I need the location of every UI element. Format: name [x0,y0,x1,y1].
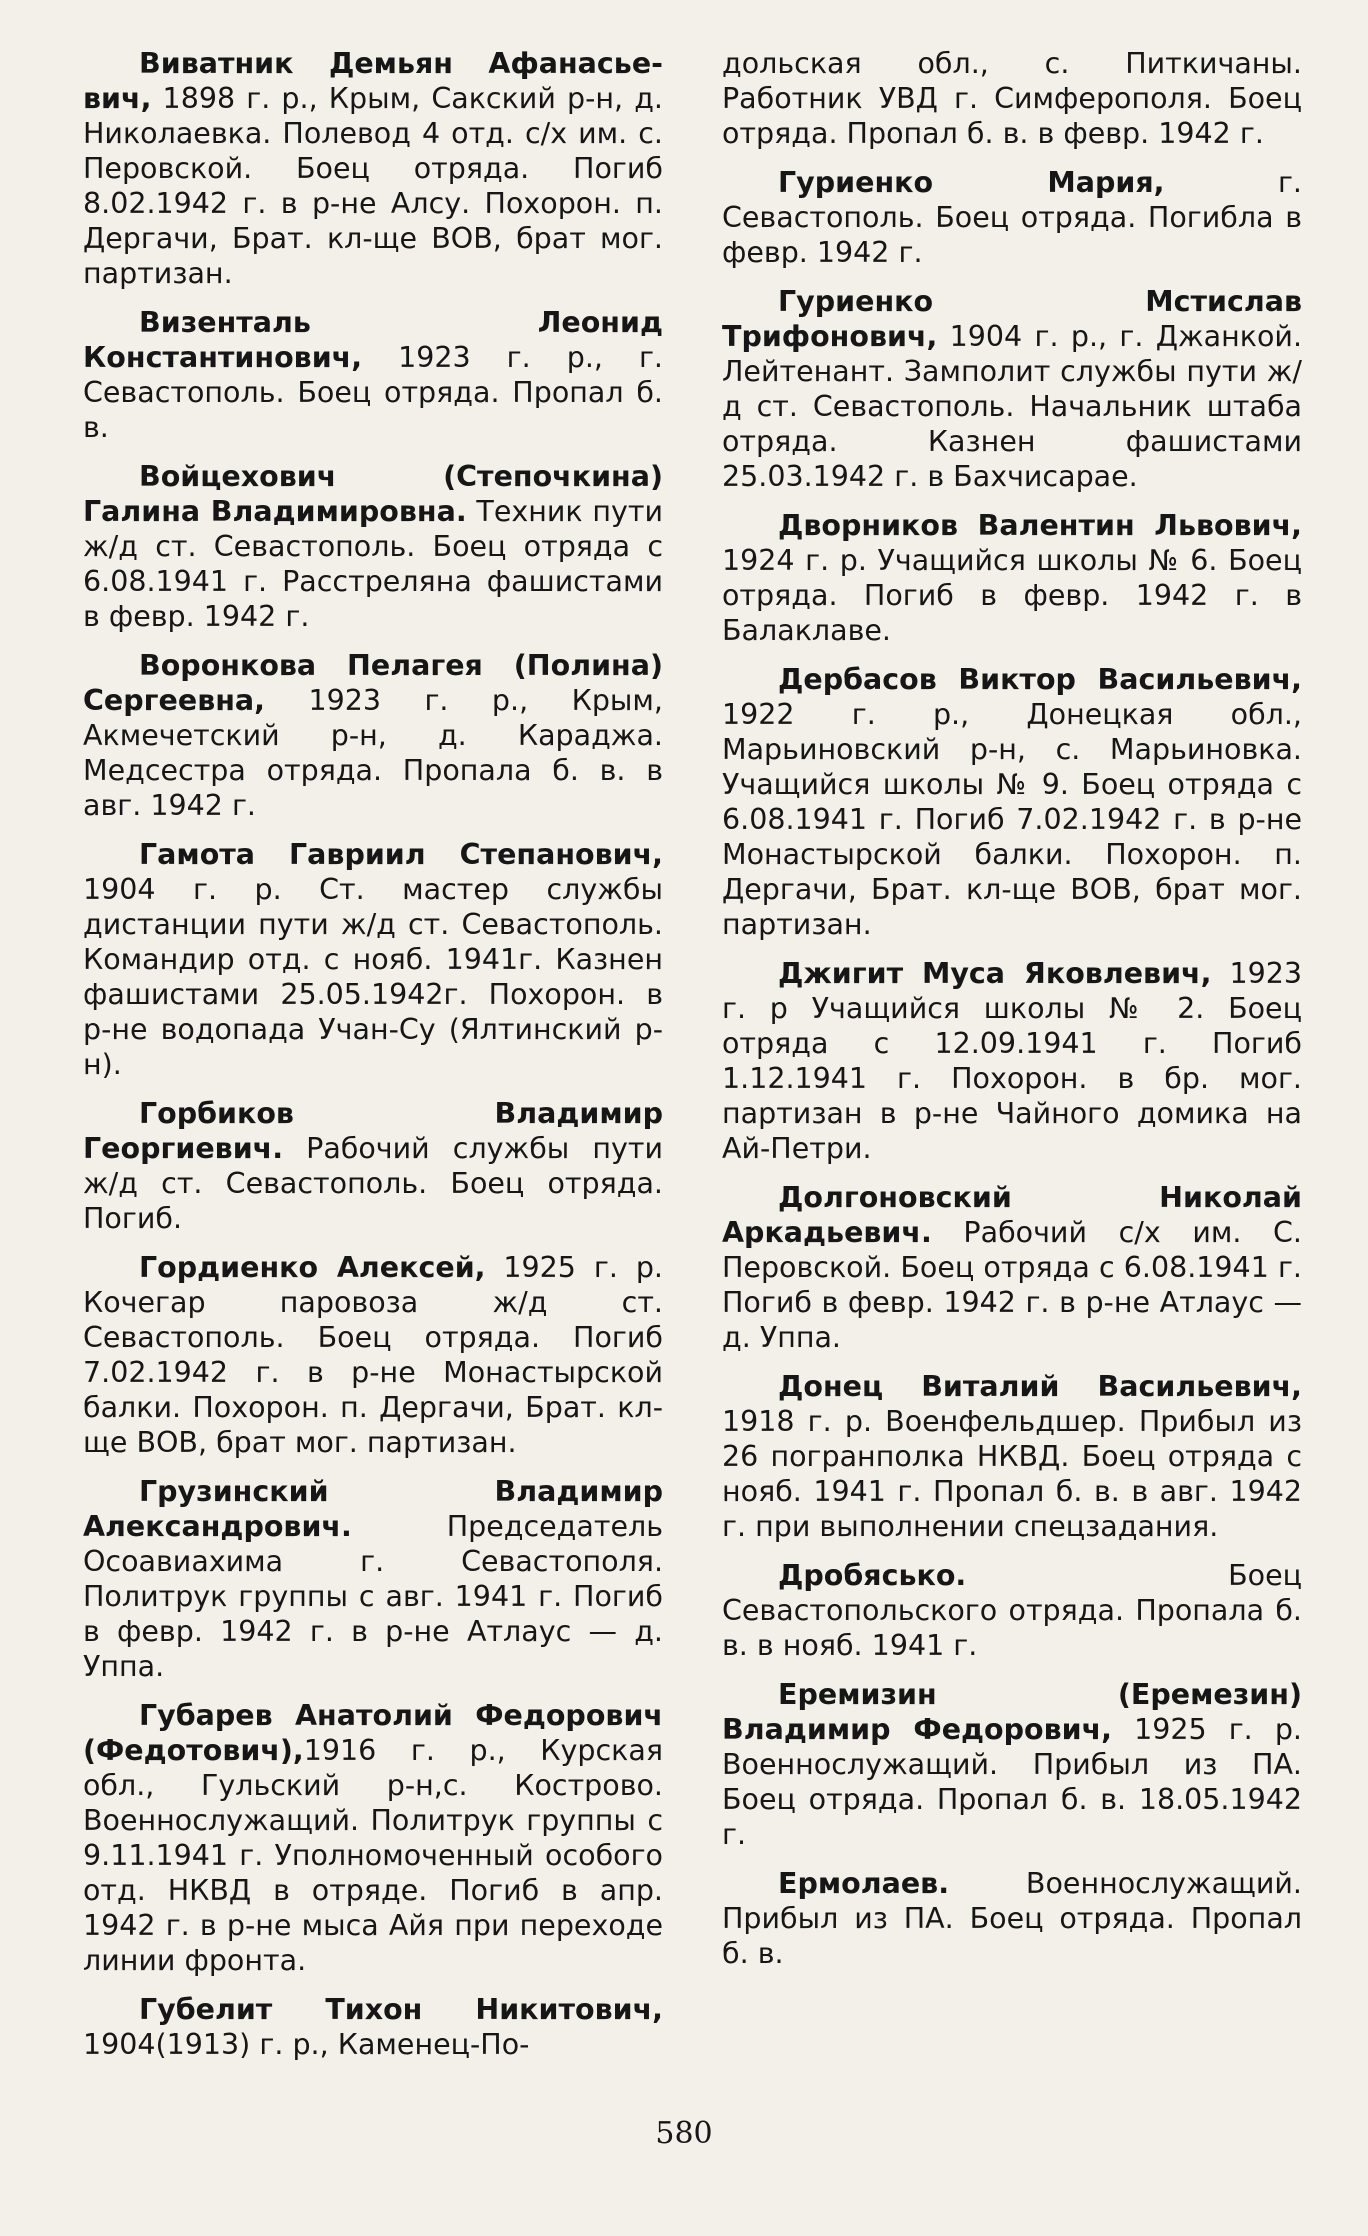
left-column [83,46,663,2076]
biography-entry [722,956,1302,1166]
entry-name: Дербасов Виктор Васильевич, [778,663,1302,696]
entry-name: Гордиенко Алексей, [139,1251,486,1284]
entry-name: Визенталь Леонид Константинович, [83,306,663,374]
entry-name: Джигит Муса Яковлевич, [778,957,1212,990]
entry-text: 1923 г. р., г. Севастополь. Боец отряда. Пропал б. в. [83,341,663,444]
entry-name: Гамота Гавриил Степанович, [139,838,663,871]
entry-text: Техник пути ж/д ст. Севастополь. Боец отряда с 6.08.1941 г. Расстреляна фашистами в февр. 1942 г. [83,495,663,633]
entry-name: Долгоновский Николай Аркадьевич. [722,1181,1302,1249]
entry-text: 1924 г. р. Учащийся школы № 6. Боец отряда. Погиб в февр. 1942 г. в Балаклаве. [722,544,1302,647]
entry-name: Грузинский Владимир Александрович. [83,1475,663,1543]
biography-entry [83,46,663,291]
biography-entry [83,837,663,1082]
entry-text: 1922 г. р., Донецкая обл., Марьиновский р-н, с. Марьиновка. Учащийся школы № 9. Боец отряда с 6.08.1941 г. Погиб 7.02.1942 г. в р-не Монастырской балки. Похорон. п. Дергачи, Брат. кл-ще ВОВ, брат мог. партизан. [722,698,1302,941]
biography-entry [83,648,663,823]
entry-text: Председатель Осоавиахима г. Севастополя. Политрук группы с авг. 1941 г. Погиб в февр. 1942 г. в р-не Атлаус — д. Уппа. [83,1510,663,1683]
entry-name: Горбиков Владимир Георгиевич. [83,1097,663,1165]
biography-entry [722,1180,1302,1355]
entry-text: Военнослужащий. Прибыл из ПА. Боец отряда. Пропал б. в. [722,1867,1302,1970]
entry-text: дольская обл., с. Питкичаны. Работник УВД г. Симферополя. Боец отряда. Пропал б. в. в февр. 1942 г. [722,47,1302,150]
entry-text: 1916 г. р., Курская обл., Гульский р-н,с. Кострово. Военнослужащий. Политрук группы с 9.11.1941 г. Уполномоченный особого отд. НКВД в отряде. Погиб в апр. 1942 г. в р-не мыса Айя при переходе линии фронта. [83,1734,663,1977]
entry-name: Губелит Тихон Никитович, [139,1993,663,2026]
entry-text: 1923 г. р Учащийся школы № 2. Боец отряда с 12.09.1941 г. Погиб 1.12.1941 г. Похорон. в бр. мог. партизан в р-не Чайного домика на Ай-Петри. [722,957,1302,1165]
entry-name: Дворников Валентин Львович, [778,509,1302,542]
entry-name: Дробясько. [778,1559,967,1592]
entry-text: 1904 г. р. Ст. мастер службы дистанции пути ж/д ст. Севастополь. Командир отд. с нояб. 1941г. Казнен фашистами 25.05.1942г. Похорон. в р-не водопада Учан-Су (Ялтинский р-н). [83,873,663,1081]
biography-entry [83,1250,663,1460]
entry-name: Гуриенко Мстислав Трифонович, [722,285,1302,353]
biography-entry [722,1558,1302,1663]
biography-entry [722,1369,1302,1544]
biography-entry [722,1677,1302,1852]
biography-entry [722,662,1302,942]
biography-entry [83,305,663,445]
entry-text: 1904 г. р., г. Джанкой. Лейтенант. Замполит службы пути ж/д ст. Севастополь. Начальник штаба отряда. Казнен фашистами 25.03.1942 г. в Бахчисарае. [722,320,1302,493]
biography-entry [83,1474,663,1684]
biography-entry [722,1866,1302,1971]
entry-text: 1925 г. р. Военнослужащий. Прибыл из ПА. Боец отряда. Пропал б. в. 18.05.1942 г. [722,1713,1302,1851]
biography-entry [722,46,1302,151]
entry-text: Рабочий службы пути ж/д ст. Севастополь. Боец отряда. Погиб. [83,1132,663,1235]
biography-entry [83,459,663,634]
right-column [722,46,1302,1985]
entry-name: Губарев Анатолий Федорович (Федотович), [83,1699,663,1767]
page-number: 580 [655,2116,713,2151]
entry-name: Виватник Демьян Афанасье-вич, [83,47,663,115]
entry-text: г. Севастополь. Боец отряда. Погибла в февр. 1942 г. [722,166,1302,269]
entry-text: 1923 г. р., Крым, Акмечетский р-н, д. Караджа. Медсестра отряда. Пропала б. в. в авг. 1942 г. [83,684,663,822]
entry-text: Боец Севастопольского отряда. Пропала б. в. в нояб. 1941 г. [722,1559,1302,1662]
entry-name: Войцехович (Степочкина) Галина Владимировна. [83,460,663,528]
entry-text: 1925 г. р. Кочегар паровоза ж/д ст. Севастополь. Боец отряда. Погиб 7.02.1942 г. в р-не Монастырской балки. Похорон. п. Дергачи, Брат. кл-ще ВОВ, брат мог. партизан. [83,1251,663,1459]
biography-entry [722,508,1302,648]
entry-text: 1918 г. р. Военфельдшер. Прибыл из 26 погранполка НКВД. Боец отряда с нояб. 1941 г. Пропал б. в. в авг. 1942 г. при выполнении спецзадания. [722,1405,1302,1543]
entry-text: 1898 г. р., Крым, Сакский р-н, д. Николаевка. Полевод 4 отд. с/х им. с. Перовской. Боец отряда. Погиб 8.02.1942 г. в р-не Алсу. Похорон. п. Дергачи, Брат. кл-ще ВОВ, брат мог. партизан. [83,82,663,290]
entry-name: Воронкова Пелагея (Полина) Сергеевна, [83,649,663,717]
entry-name: Ермолаев. [778,1867,950,1900]
biography-entry [83,1698,663,1978]
entry-text: Рабочий с/х им. С. Перовской. Боец отряда с 6.08.1941 г. Погиб в февр. 1942 г. в р-не Атлаус — д. Уппа. [722,1216,1302,1354]
biography-entry [83,1096,663,1236]
entry-name: Донец Виталий Васильевич, [778,1370,1302,1403]
biography-entry [722,284,1302,494]
biography-entry [722,165,1302,270]
entry-name: Еремизин (Еремезин) Владимир Федорович, [722,1678,1302,1746]
entry-name: Гуриенко Мария, [778,166,1165,199]
biography-entry [83,1992,663,2062]
entry-text: 1904(1913) г. р., Каменец-По- [83,2028,530,2061]
